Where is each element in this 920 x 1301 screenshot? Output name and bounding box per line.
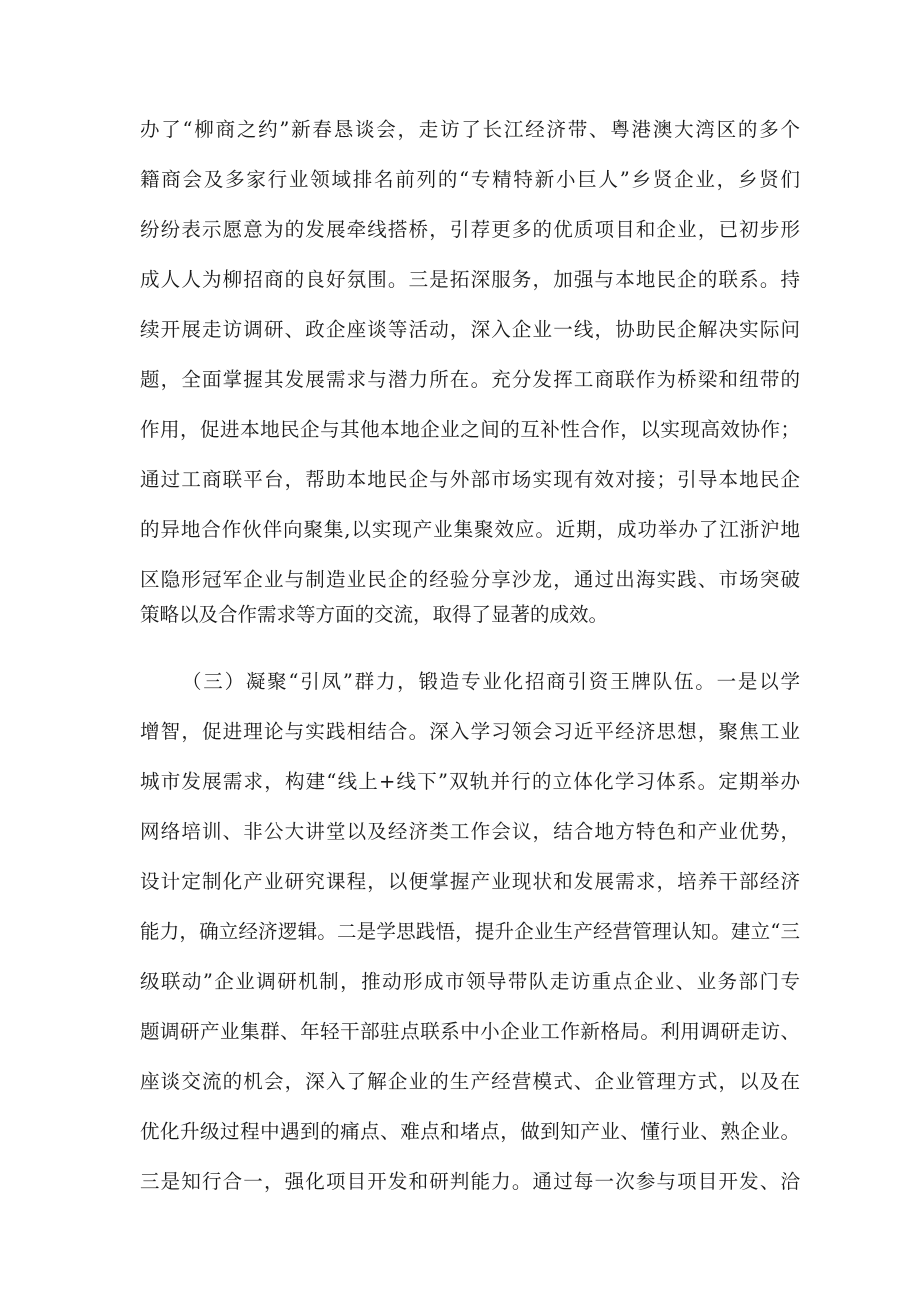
paragraph-line: 籍商会及多家行业领域排名前列的“专精特新小巨人”乡贤企业，乡贤们 xyxy=(140,168,800,191)
paragraph-line: 续开展走访调研、政企座谈等活动，深入企业一线，协助民企解决实际问 xyxy=(140,318,800,341)
paragraph-line: 三是知行合一，强化项目开发和研判能力。通过每一次参与项目开发、洽 xyxy=(140,1170,800,1193)
paragraph-line: 城市发展需求，构建“线上+线下”双轨并行的立体化学习体系。定期举办 xyxy=(140,770,800,793)
paragraph-line: 纷纷表示愿意为的发展牵线搭桥，引荐更多的优质项目和企业，已初步形 xyxy=(140,218,800,241)
paragraph-heading-line: （三）凝聚“引凤”群力，锻造专业化招商引资王牌队伍。一是以学 xyxy=(182,670,800,693)
paragraph-line: 通过工商联平台，帮助本地民企与外部市场实现有效对接；引导本地民企 xyxy=(140,468,800,491)
paragraph-line: 增智，促进理论与实践相结合。深入学习领会习近平经济思想，聚焦工业 xyxy=(140,720,800,743)
paragraph-line: 的异地合作伙伴向聚集,以实现产业集聚效应。近期，成功举办了江浙沪地 xyxy=(140,518,800,541)
paragraph-line: 网络培训、非公大讲堂以及经济类工作会议，结合地方特色和产业优势， xyxy=(140,820,800,843)
paragraph-line: 优化升级过程中遇到的痛点、难点和堵点，做到知产业、懂行业、熟企业。 xyxy=(140,1120,800,1143)
paragraph-line: 座谈交流的机会，深入了解企业的生产经营模式、企业管理方式，以及在 xyxy=(140,1070,800,1093)
paragraph-line: 策略以及合作需求等方面的交流，取得了显著的成效。 xyxy=(140,603,609,626)
paragraph-line: 作用，促进本地民企与其他本地企业之间的互补性合作，以实现高效协作； xyxy=(140,418,800,441)
paragraph-line: 题，全面掌握其发展需求与潜力所在。充分发挥工商联作为桥梁和纽带的 xyxy=(140,368,800,391)
paragraph-line: 级联动”企业调研机制，推动形成市领导带队走访重点企业、业务部门专 xyxy=(140,970,800,993)
paragraph-line: 题调研产业集群、年轻干部驻点联系中小企业工作新格局。利用调研走访、 xyxy=(140,1020,800,1043)
paragraph-line: 办了“柳商之约”新春恳谈会，走访了长江经济带、粤港澳大湾区的多个 xyxy=(140,118,800,141)
paragraph-line: 设计定制化产业研究课程，以便掌握产业现状和发展需求，培养干部经济 xyxy=(140,870,800,893)
paragraph-line: 成人人为柳招商的良好氛围。三是拓深服务，加强与本地民企的联系。持 xyxy=(140,268,800,291)
paragraph-line: 能力，确立经济逻辑。二是学思践悟，提升企业生产经营管理认知。建立“三 xyxy=(140,920,800,943)
paragraph-line: 区隐形冠军企业与制造业民企的经验分享沙龙，通过出海实践、市场突破 xyxy=(140,568,800,591)
